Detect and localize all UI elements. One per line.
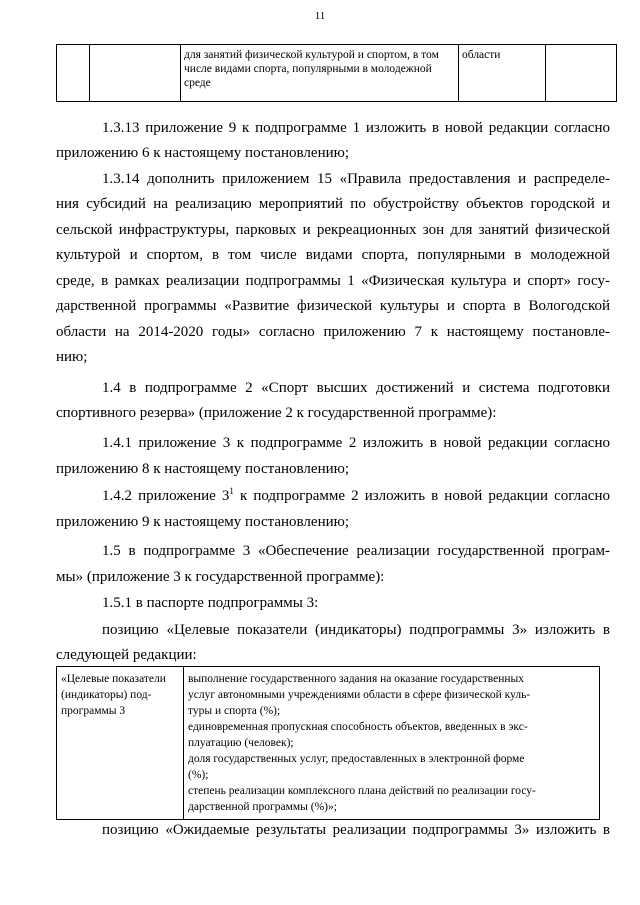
- text-line: приложению 6 к настоящему постановлению;: [56, 145, 349, 161]
- paragraph-line: [56, 294, 610, 319]
- paragraph-results: [56, 818, 610, 843]
- text-line: позицию «Целевые показатели (индикаторы) подпрограммы 3» изложить в: [102, 622, 610, 638]
- indicator-line: степень реализации комплексного плана действий по реализации госу-: [188, 785, 536, 797]
- text-line: 1.4.1 приложение 3 к подпрограмме 2 изложить в новой редакции согласно: [102, 435, 610, 451]
- text-line: спортивного резерва» (приложение 2 к государственной программе):: [56, 405, 497, 421]
- paragraph-indicators: [56, 618, 610, 643]
- text-line: приложению 8 к настоящему постановлению;: [56, 461, 349, 477]
- table-cell-empty-1: [57, 45, 90, 102]
- paragraph-1-5-1: [56, 591, 610, 616]
- table-cell-empty-3: [546, 45, 617, 102]
- paragraph-line: [56, 345, 610, 370]
- paragraph-1-3-13: [56, 116, 610, 141]
- indicator-line: услуг автономными учреждениями области в сфере физической куль-: [188, 689, 531, 701]
- paragraph-line: [56, 401, 610, 426]
- indicators-list-cell: [184, 667, 600, 820]
- label-line: (индикаторы) под-: [61, 689, 152, 701]
- label-line: программы 3: [61, 705, 126, 717]
- text-line: следующей редакции:: [56, 647, 197, 663]
- indicator-line: туры и спорта (%);: [188, 705, 281, 717]
- indicator-line: дарственной программы (%)»;: [188, 801, 337, 813]
- paragraph-line: [56, 192, 610, 217]
- text-line: нию;: [56, 349, 88, 365]
- paragraph-1-4: [56, 376, 610, 401]
- text-line: 1.5.1 в паспорте подпрограммы 3:: [102, 595, 319, 611]
- label-line: «Целевые показатели: [61, 673, 166, 685]
- indicators-label-cell: [57, 667, 184, 820]
- text-line: 1.3.13 приложение 9 к подпрограмме 1 изложить в новой редакции согласно: [102, 120, 610, 136]
- text-line: культурой и спортом, в том числе видами спорта, популярными в молодежной: [56, 247, 610, 263]
- paragraph-line: [56, 218, 610, 243]
- paragraph-line: [56, 643, 610, 668]
- text-line: позицию «Ожидаемые результаты реализации подпрограммы 3» изложить в: [102, 822, 610, 838]
- indicator-line: плуатацию (человек);: [188, 737, 294, 749]
- superscript: 1: [229, 486, 234, 496]
- table-cell-text: для занятий физической культурой и спортом, в том числе видами спорта, популярными в молодежной среде: [181, 45, 459, 102]
- table-cell-region: области: [459, 45, 546, 102]
- indicator-line: единовременная пропускная способность объектов, введенных в экс-: [188, 721, 528, 733]
- text-line: области на 2014-2020 годы» согласно приложению 7 к настоящему постановле-: [56, 324, 610, 340]
- paragraph-line: [56, 243, 610, 268]
- indicator-line: доля государственных услуг, предоставленных в электронной форме: [188, 753, 525, 765]
- text-line: среде, в рамках реализации подпрограммы 1 «Физическая культура и спорт» госу-: [56, 273, 610, 289]
- indicator-line: выполнение государственного задания на оказание государственных: [188, 673, 524, 685]
- indicators-table: [56, 666, 600, 820]
- paragraph-line: [56, 457, 610, 482]
- indicator-line: (%);: [188, 769, 209, 781]
- text-line: дарственной программы «Развитие физической культуры и спорта в Вологодской: [56, 298, 610, 314]
- table-cell-empty-2: [90, 45, 181, 102]
- text-line: ния субсидий на реализацию мероприятий по обустройству объектов городской и: [56, 196, 610, 212]
- paragraph-line: [56, 269, 610, 294]
- paragraph-1-4-1: [56, 431, 610, 456]
- text-line: сельской инфраструктуры, парковых и рекреационных зон для занятий физической: [56, 222, 610, 238]
- text-line: мы» (приложение 3 к государственной программе):: [56, 569, 385, 585]
- text-line: 1.4 в подпрограмме 2 «Спорт высших достижений и система подготовки: [102, 380, 610, 396]
- text-line: 1.5 в подпрограмме 3 «Обеспечение реализации государственной програм-: [102, 543, 610, 559]
- paragraph-1-4-2: [56, 484, 610, 509]
- paragraph-1-3-14: [56, 167, 610, 192]
- text-line: 1.4.2 приложение 3: [102, 488, 230, 504]
- paragraph-1-3-13-cont: [56, 141, 610, 166]
- paragraph-line: [56, 565, 610, 590]
- page-number: 11: [314, 10, 326, 22]
- paragraph-1-5: [56, 539, 610, 564]
- text-line: к подпрограмме 2 изложить в новой редакции согласно: [233, 488, 610, 504]
- paragraph-line: [56, 510, 610, 535]
- text-line: приложению 9 к настоящему постановлению;: [56, 514, 349, 530]
- paragraph-line: [56, 320, 610, 345]
- text-line: 1.3.14 дополнить приложением 15 «Правила предоставления и распределе-: [102, 171, 610, 187]
- continuation-table: [56, 44, 617, 102]
